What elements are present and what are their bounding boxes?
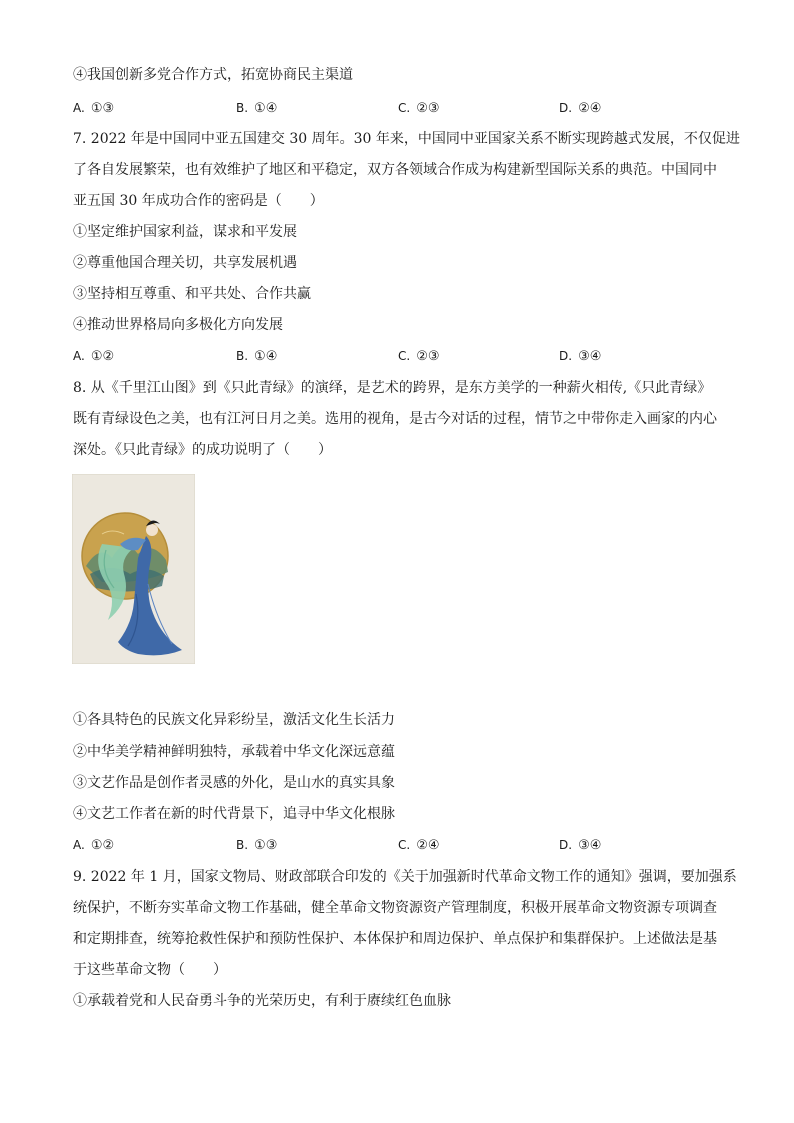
q8-option-a[interactable]: A. ①②	[73, 838, 115, 853]
dancer-illustration-icon	[72, 474, 195, 664]
q8-item-1: ①各具特色的民族文化异彩纷呈，激活文化生长活力	[73, 712, 395, 728]
q7-option-d[interactable]: D. ③④	[559, 349, 602, 364]
q8-option-b[interactable]: B. ①③	[236, 838, 278, 853]
q9-stem-line-3: 和定期排查，统筹抢救性保护和预防性保护、本体保护和周边保护、单点保护和集群保护。上述做法是基	[73, 931, 717, 947]
q7-item-3: ③坚持相互尊重、和平共处、合作共赢	[73, 286, 311, 302]
q8-option-d[interactable]: D. ③④	[559, 838, 602, 853]
q7-stem-line-3: 亚五国 30 年成功合作的密码是（ ）	[73, 193, 324, 209]
q8-stem-line-1: 8. 从《千里江山图》到《只此青绿》的演绎，是艺术的跨界，是东方美学的一种薪火相传,《只此青绿》	[73, 380, 712, 396]
q6-item-4: ④我国创新多党合作方式，拓宽协商民主渠道	[73, 67, 353, 83]
q8-options	[73, 835, 723, 855]
q6-option-c[interactable]: C. ②③	[398, 101, 440, 116]
q8-stem-line-2: 既有青绿设色之美，也有江河日月之美。选用的视角，是古今对话的过程，情节之中带你走入画家的内心	[73, 411, 717, 427]
q7-option-a[interactable]: A. ①②	[73, 349, 115, 364]
q8-item-4: ④文艺工作者在新的时代背景下，追寻中华文化根脉	[73, 806, 395, 822]
q7-item-1: ①坚定维护国家利益，谋求和平发展	[73, 224, 297, 240]
q9-stem-line-4: 于这些革命文物（ ）	[73, 962, 227, 978]
q6-option-a[interactable]: A. ①③	[73, 101, 115, 116]
q9-stem-line-1: 9. 2022 年 1 月，国家文物局、财政部联合印发的《关于加强新时代革命文物工作的通知》强调，要加强系	[73, 869, 737, 885]
q6-option-b[interactable]: B. ①④	[236, 101, 278, 116]
q8-option-c[interactable]: C. ②④	[398, 838, 440, 853]
q7-item-2: ②尊重他国合理关切，共享发展机遇	[73, 255, 297, 271]
q7-item-4: ④推动世界格局向多极化方向发展	[73, 317, 283, 333]
q9-item-1: ①承载着党和人民奋勇斗争的光荣历史，有利于赓续红色血脉	[73, 993, 451, 1009]
q9-stem-line-2: 统保护，不断夯实革命文物工作基础，健全革命文物资源资产管理制度，积极开展革命文物资源专项调查	[73, 900, 717, 916]
q7-stem-line-2: 了各自发展繁荣，也有效维护了地区和平稳定，双方各领域合作成为构建新型国际关系的典范。中国同中	[73, 162, 717, 178]
q7-stem-line-1: 7. 2022 年是中国同中亚五国建交 30 周年。30 年来，中国同中亚国家关系不断实现跨越式发展，不仅促进	[73, 131, 740, 147]
q8-item-3: ③文艺作品是创作者灵感的外化，是山水的真实具象	[73, 775, 395, 791]
q7-option-b[interactable]: B. ①④	[236, 349, 278, 364]
q8-stem-line-3: 深处。《只此青绿》的成功说明了（ ）	[73, 442, 332, 458]
q6-option-d[interactable]: D. ②④	[559, 101, 602, 116]
q6-options	[73, 98, 723, 118]
q8-item-2: ②中华美学精神鲜明独特，承载着中华文化深远意蕴	[73, 744, 395, 760]
q7-option-c[interactable]: C. ②③	[398, 349, 440, 364]
q7-options	[73, 346, 723, 366]
